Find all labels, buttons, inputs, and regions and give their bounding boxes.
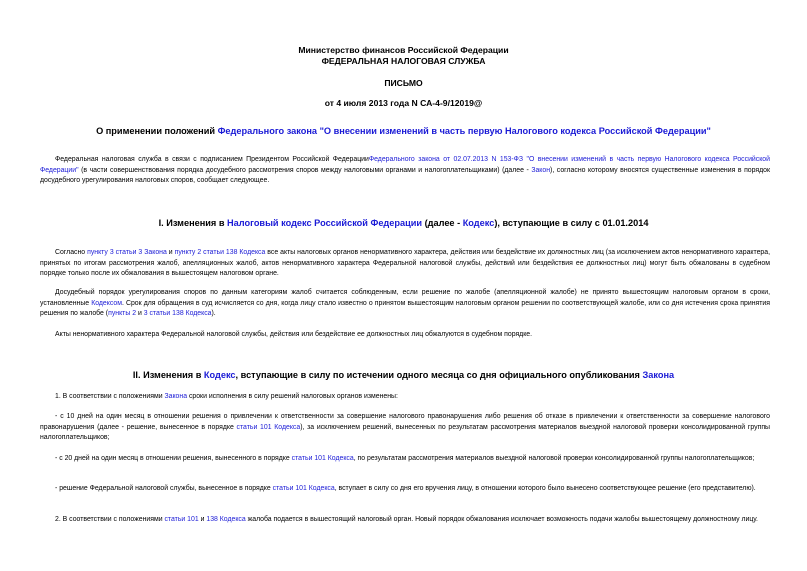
- ministry-name: Министерство финансов Российской Федерации: [298, 45, 509, 55]
- art101-link[interactable]: статьи 101: [164, 516, 199, 523]
- section-1-heading-text: I. Изменения в: [158, 218, 228, 228]
- code-art101-link-3[interactable]: статьи 101 Кодекса: [272, 485, 335, 492]
- section-2-paragraph-4: [40, 484, 770, 495]
- intro-text-3: ), согласно которому вносятся существенные изменения в порядок досудебного урегулирования налоговых споров, сообщает следующее.: [40, 166, 770, 184]
- s2p2-text-2: ), за исключением решений, вынесенных по результатам рассмотрения материалов выездной налоговой проверки консолидированной группы налогоплательщиков;: [40, 423, 770, 441]
- section-1-paragraph-3: Акты ненормативного характера Федеральной налоговой службы, действия или бездействие ее должностных лиц обжалуются в судебном порядке.: [55, 331, 533, 338]
- intro-text-2: (в части совершенствования порядка досудебного рассмотрения споров между налоговыми органами и налогоплательщиками) (далее -: [78, 166, 532, 174]
- s2p3-text-2: , по результатам рассмотрения материалов выездной налоговой проверки консолидированной группы налогоплательщиков;: [353, 455, 755, 462]
- s2p4-text-2: , вступает в силу со дня его вручения лицу, в отношении которого было вынесено соответствующее решение (его представителю).: [334, 485, 756, 492]
- s1p2-text-4: ).: [211, 310, 216, 317]
- s1p2-text-2: . Срок для обращения в суд исчисляется со дня, когда лицу стало известно о принятом вышестоящим налоговым органом решении по соответствующей жалобе, или со дня истечения срока принятия решения по жалобе (: [40, 299, 770, 317]
- s1p1-text-2: и: [166, 249, 175, 256]
- section-1-paragraph-1: [40, 248, 770, 280]
- s2p5-text-1: 2. В соответствии с положениями: [55, 516, 165, 523]
- s2p4-text-1: - решение Федеральной налоговой службы, вынесенное в порядке: [55, 485, 273, 492]
- document-type: ПИСЬМО: [384, 78, 423, 88]
- section-2-heading-mid: , вступающие в силу по истечении одного месяца со дня официального опубликования: [235, 370, 643, 380]
- title-law-link[interactable]: Федерального закона "О внесении изменений в часть первую Налогового кодекса Российской Федерации": [217, 126, 711, 136]
- document-date-number: от 4 июля 2013 года N СА-4-9/12019@: [324, 98, 483, 108]
- s2p1-text-2: сроки исполнения в силу решений налоговых органов изменены:: [187, 393, 398, 400]
- intro-paragraph: [40, 155, 770, 187]
- s2p3-text-1: - с 20 дней на один месяц в отношении решения, вынесенного в порядке: [55, 455, 292, 462]
- code-link[interactable]: Кодекс: [462, 218, 495, 228]
- section-2-paragraph-5: [40, 515, 770, 526]
- code-art138-p2-link[interactable]: пункту 2 статьи 138 Кодекса: [174, 249, 266, 256]
- s1p1-text-3: все акты налоговых органов ненормативного характера, действия или бездействие их должностных лиц (за исключением актов ненормативного характера, принятых по итогам рассмотрения жалоб, апелляционных жалоб, актов ненормативного характера Федеральной налоговой службы, действий или бездействия ее должностных лиц) могут быть обжалованы в судебном порядке только после их обжалования в вышестоящем налоговом органе.: [40, 249, 770, 277]
- section-2-paragraph-2: [40, 412, 770, 444]
- law-short-link[interactable]: Закон: [531, 166, 551, 174]
- section-1-heading-post: ), вступающие в силу с 01.01.2014: [494, 218, 649, 228]
- s1p1-text-1: Согласно: [55, 249, 88, 256]
- code-link-2[interactable]: Кодекс: [203, 370, 236, 380]
- section-1-paragraph-2: [40, 288, 770, 320]
- document-title: [30, 125, 777, 137]
- tax-code-link[interactable]: Налоговый кодекс Российской Федерации: [227, 218, 423, 228]
- s2p5-text-2: и: [198, 516, 207, 523]
- section-2-paragraph-1: [40, 392, 770, 403]
- law-153fz-link[interactable]: Федерального закона от 02.07.2013 N 153-ФЗ "О внесении изменений в часть первую Налогового кодекса Российской Федерации": [40, 156, 770, 174]
- s2p1-text-1: 1. В соответствии с положениями: [55, 393, 165, 400]
- code-art101-link-2[interactable]: статьи 101 Кодекса: [291, 455, 354, 462]
- s1p2-text-1: Досудебный порядок урегулирования споров по данным категориям жалоб считается соблюденным, если решение по жалобе (апелляционной жалобе) не принято вышестоящим налоговым органом в сроки, установленные: [40, 289, 770, 307]
- law-art3-p3-link[interactable]: пункту 3 статьи 3 Закона: [87, 249, 167, 256]
- section-1-heading: [30, 217, 777, 229]
- s2p2-text-1: - с 10 дней на один месяц в отношении решения о привлечении к ответственности за совершение налогового правонарушения либо решения об отказе в привлечении к ответственности за совершение налогового правонарушения (далее - решение, вынесенное в порядке: [40, 413, 770, 431]
- code-art101-link-1[interactable]: статьи 101 Кодекса: [236, 423, 301, 431]
- section-1-heading-mid: (далее -: [422, 218, 463, 228]
- section-2-paragraph-3: [40, 454, 770, 465]
- code-art138-link[interactable]: 138 Кодекса: [206, 516, 246, 523]
- service-name: ФЕДЕРАЛЬНАЯ НАЛОГОВАЯ СЛУЖБА: [321, 56, 486, 66]
- s1p2-text-3: и: [136, 310, 144, 317]
- items-2-link[interactable]: пункты 2: [108, 310, 137, 317]
- intro-text-1: Федеральная налоговая служба в связи с подписанием Президентом Российской Федерации: [55, 156, 369, 163]
- code-art138-p3-link[interactable]: 3 статьи 138 Кодекса: [143, 310, 212, 317]
- law-link-2[interactable]: Закона: [642, 370, 675, 380]
- code-ref-link[interactable]: Кодексом: [91, 299, 122, 307]
- title-text: О применении положений: [96, 126, 218, 136]
- section-2-heading-text: II. Изменения в: [132, 370, 204, 380]
- s2p5-text-3: жалоба подается в вышестоящий налоговый орган. Новый порядок обжалования исключает возможность подачи жалобы вышестоящему должностному лицу.: [245, 516, 758, 523]
- law-link-3[interactable]: Закона: [164, 393, 188, 400]
- section-2-heading: [30, 369, 777, 381]
